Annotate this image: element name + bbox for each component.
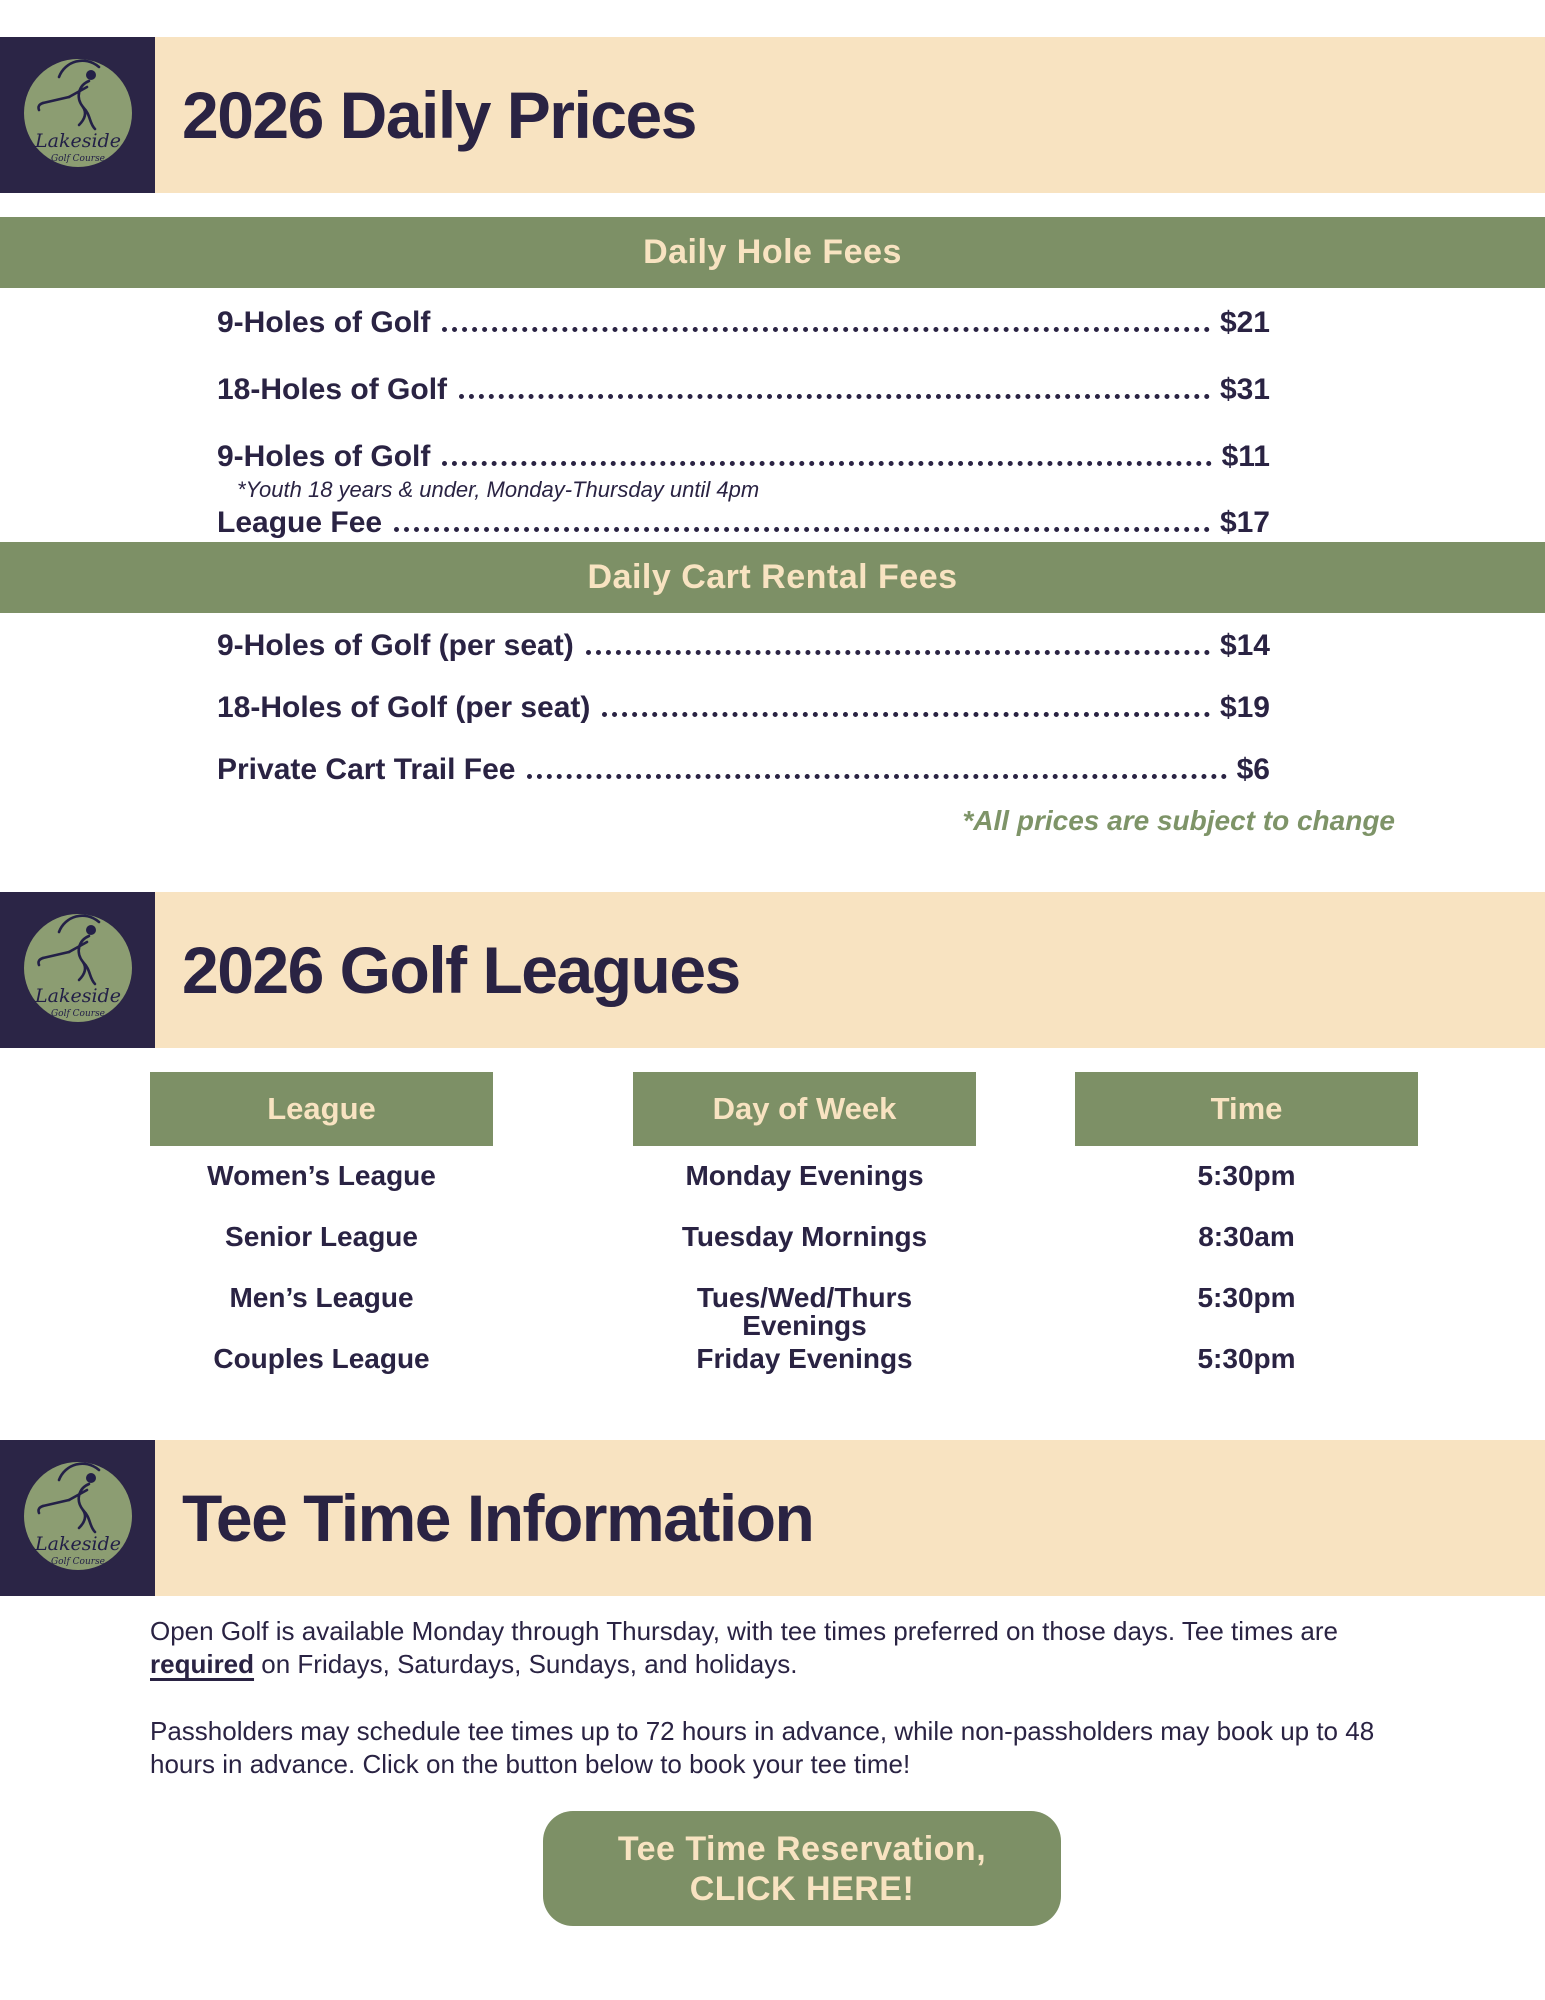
league-name-cell: Women’s League [207,1160,436,1191]
lakeside-logo-box [0,1440,155,1596]
logo-subname-text: Golf Course [50,1557,105,1567]
lakeside-logo [13,1452,143,1584]
daily-hole-fees-list [0,288,1545,538]
lakeside-logo-box [0,37,155,193]
league-name-cell: Men’s League [229,1282,414,1313]
daily-cart-rental-fees-list [0,613,1545,785]
golf-leagues-title: 2026 Golf Leagues [182,933,740,1007]
lakeside-logo [13,904,143,1036]
logo-name-text: Lakeside [34,130,121,152]
logo-name-text: Lakeside [34,1533,121,1555]
fee-row [217,693,1270,723]
dotted-leader [394,527,1210,532]
tee-time-paragraph-2: Passholders may schedule tee times up to 72 hours in advance, while non-passholders may book up to 48 hours in advance. Click on the button below to book your tee time! [150,1716,1375,1779]
fee-row [217,508,1270,538]
fee-row [217,631,1270,661]
league-name-cell: Senior League [225,1221,418,1252]
tee-time-reservation-button[interactable] [543,1811,1061,1926]
tee-time-header [0,1440,1545,1596]
league-table-row [150,1282,1545,1341]
fee-row [217,442,1270,472]
fee-price: $19 [1219,691,1270,724]
fee-price: $6 [1236,753,1270,786]
league-column-header: League [150,1072,493,1146]
tee-time-paragraph-1 [150,1615,1390,1681]
paragraph-text: on Fridays, Saturdays, Sundays, and holidays. [254,1649,798,1679]
daily-hole-fees-banner [0,217,1545,288]
fee-row [217,375,1270,405]
day-of-week-column-header: Day of Week [633,1072,976,1146]
league-day-cell: Tuesday Mornings [681,1221,928,1252]
league-name-cell: Couples League [213,1343,430,1374]
league-table-header-row [150,1072,1545,1146]
prices-disclaimer: *All prices are subject to change [962,805,1395,836]
dotted-leader [442,461,1211,466]
league-time-cell: 5:30pm [1197,1282,1296,1313]
fee-label: 9-Holes of Golf (per seat) [217,629,574,662]
logo-subname-text: Golf Course [50,154,105,164]
fee-label: 18-Holes of Golf (per seat) [217,691,591,724]
tee-time-title-bar [155,1440,1545,1596]
lakeside-logo-box [0,892,155,1048]
daily-cart-rental-fees-banner-label: Daily Cart Rental Fees [587,558,958,596]
fee-label: 9-Holes of Golf [217,306,431,339]
daily-prices-title: 2026 Daily Prices [182,78,696,152]
tee-time-title: Tee Time Information [182,1481,814,1555]
league-table-row [150,1223,1545,1251]
golf-leagues-header [0,892,1545,1048]
fee-label: Private Cart Trail Fee [217,753,516,786]
fee-label: League Fee [217,506,383,539]
fee-row [217,308,1270,338]
fee-price: $21 [1219,306,1270,339]
dotted-leader [586,650,1210,655]
dotted-leader [442,327,1210,332]
daily-prices-title-bar [155,37,1545,193]
daily-hole-fees-banner-label: Daily Hole Fees [643,233,902,271]
league-table-row [150,1162,1545,1190]
fee-price: $14 [1219,629,1270,662]
league-table-row [150,1345,1545,1373]
daily-prices-header [0,37,1545,193]
required-emphasis: required [150,1649,255,1679]
youth-rate-note: *Youth 18 years & under, Monday-Thursday until 4pm [237,477,760,502]
league-time-cell: 5:30pm [1197,1343,1296,1374]
league-time-cell: 8:30am [1198,1221,1295,1252]
fee-price: $11 [1221,440,1270,473]
logo-subname-text: Golf Course [50,1009,105,1019]
cta-line-2: CLICK HERE! [689,1869,915,1908]
league-day-cell: Friday Evenings [696,1343,913,1374]
time-column-header: Time [1075,1072,1418,1146]
dotted-leader [527,774,1226,779]
league-time-cell: 5:30pm [1197,1160,1296,1191]
fee-price: $31 [1219,373,1270,406]
fee-label: 18-Holes of Golf [217,373,448,406]
fee-price: $17 [1219,506,1270,539]
dotted-leader [602,712,1210,717]
fee-label: 9-Holes of Golf [217,440,431,473]
cta-line-1: Tee Time Reservation, [617,1829,987,1868]
golf-leagues-title-bar [155,892,1545,1048]
top-margin [0,0,1545,37]
daily-cart-rental-fees-banner [0,542,1545,613]
league-day-cell: Monday Evenings [685,1160,924,1191]
dotted-leader [459,394,1210,399]
league-day-cell: Tues/Wed/Thurs Evenings [696,1282,913,1341]
league-table [150,1072,1545,1373]
fee-row [217,755,1270,785]
lakeside-logo [13,49,143,181]
logo-name-text: Lakeside [34,985,121,1007]
paragraph-text: Open Golf is available Monday through Thursday, with tee times preferred on those days. Tee times are [150,1616,1338,1646]
